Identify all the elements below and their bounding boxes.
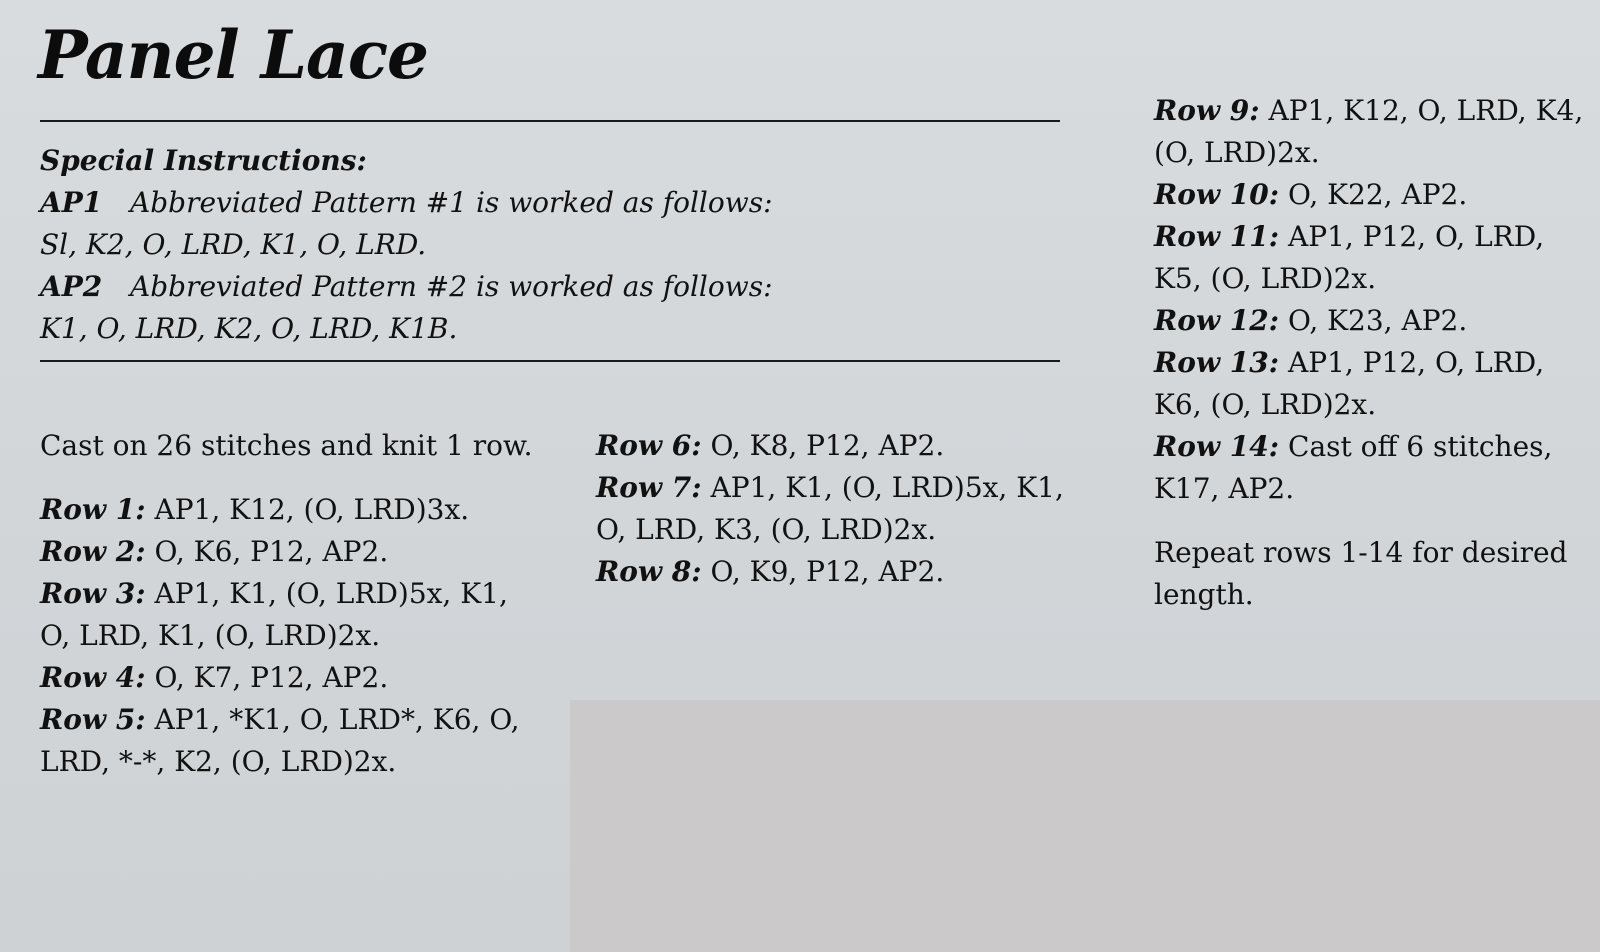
row-7-text: AP1, K1, (O, LRD)5x, K1, O, LRD, K3, (O, LRD)2x. [596, 471, 1064, 546]
top-divider [40, 120, 1060, 122]
row-11-label: Row 11: [1154, 220, 1280, 253]
row-5 [40, 699, 540, 783]
row-14-label: Row 14: [1154, 430, 1280, 463]
row-1 [40, 489, 540, 531]
row-8 [596, 551, 1076, 593]
special-instructions [40, 140, 1060, 350]
row-9-label: Row 9: [1154, 94, 1260, 127]
row-13-label: Row 13: [1154, 346, 1280, 379]
row-9-text: AP1, K12, O, LRD, K4, (O, LRD)2x. [1154, 94, 1584, 169]
row-1-text: AP1, K12, (O, LRD)3x. [154, 493, 470, 526]
ap2-code: AP2 [40, 270, 103, 303]
row-11-text: AP1, P12, O, LRD, K5, (O, LRD)2x. [1154, 220, 1545, 295]
ap2-description: Abbreviated Pattern #2 is worked as follows: [130, 270, 773, 303]
row-11 [1154, 216, 1594, 300]
row-10-label: Row 10: [1154, 178, 1280, 211]
row-10 [1154, 174, 1594, 216]
row-3-label: Row 3: [40, 577, 146, 610]
right-column [1154, 90, 1594, 638]
row-3 [40, 573, 540, 657]
row-7 [596, 467, 1076, 551]
pattern-title: Panel Lace [38, 16, 428, 94]
row-14 [1154, 426, 1594, 510]
ap2-pattern: K1, O, LRD, K2, O, LRD, K1B. [40, 312, 458, 345]
row-12-text: O, K23, AP2. [1288, 304, 1468, 337]
ap1-definition [40, 182, 1060, 224]
row-4 [40, 657, 540, 699]
row-2-text: O, K6, P12, AP2. [154, 535, 389, 568]
row-8-text: O, K9, P12, AP2. [710, 555, 945, 588]
row-5-label: Row 5: [40, 703, 146, 736]
row-6-text: O, K8, P12, AP2. [710, 429, 945, 462]
row-8-label: Row 8: [596, 555, 702, 588]
row-3-text: AP1, K1, (O, LRD)5x, K1, O, LRD, K1, (O, LRD)2x. [40, 577, 508, 652]
row-13 [1154, 342, 1594, 426]
row-6 [596, 425, 1076, 467]
row-5-text: AP1, *K1, O, LRD*, K6, O, LRD, *-*, K2, (O, LRD)2x. [40, 703, 520, 778]
repeat-instruction: Repeat rows 1-14 for desired length. [1154, 536, 1568, 611]
ap1-description: Abbreviated Pattern #1 is worked as follows: [130, 186, 773, 219]
ap2-definition [40, 266, 1060, 308]
paper-shadow [570, 700, 1600, 952]
left-column [40, 425, 540, 783]
row-2-label: Row 2: [40, 535, 146, 568]
row-12 [1154, 300, 1594, 342]
row-2 [40, 531, 540, 573]
bottom-divider [40, 360, 1060, 362]
row-7-label: Row 7: [596, 471, 702, 504]
row-9 [1154, 90, 1594, 174]
row-4-label: Row 4: [40, 661, 146, 694]
middle-column [596, 425, 1076, 593]
row-12-label: Row 12: [1154, 304, 1280, 337]
ap1-code: AP1 [40, 186, 103, 219]
row-14-text: Cast off 6 stitches, K17, AP2. [1154, 430, 1553, 505]
ap1-pattern: Sl, K2, O, LRD, K1, O, LRD. [40, 228, 427, 261]
row-6-label: Row 6: [596, 429, 702, 462]
cast-on-instruction: Cast on 26 stitches and knit 1 row. [40, 429, 533, 462]
row-4-text: O, K7, P12, AP2. [154, 661, 389, 694]
row-13-text: AP1, P12, O, LRD, K6, (O, LRD)2x. [1154, 346, 1545, 421]
row-1-label: Row 1: [40, 493, 146, 526]
row-10-text: O, K22, AP2. [1288, 178, 1468, 211]
special-instructions-heading: Special Instructions: [40, 144, 367, 177]
